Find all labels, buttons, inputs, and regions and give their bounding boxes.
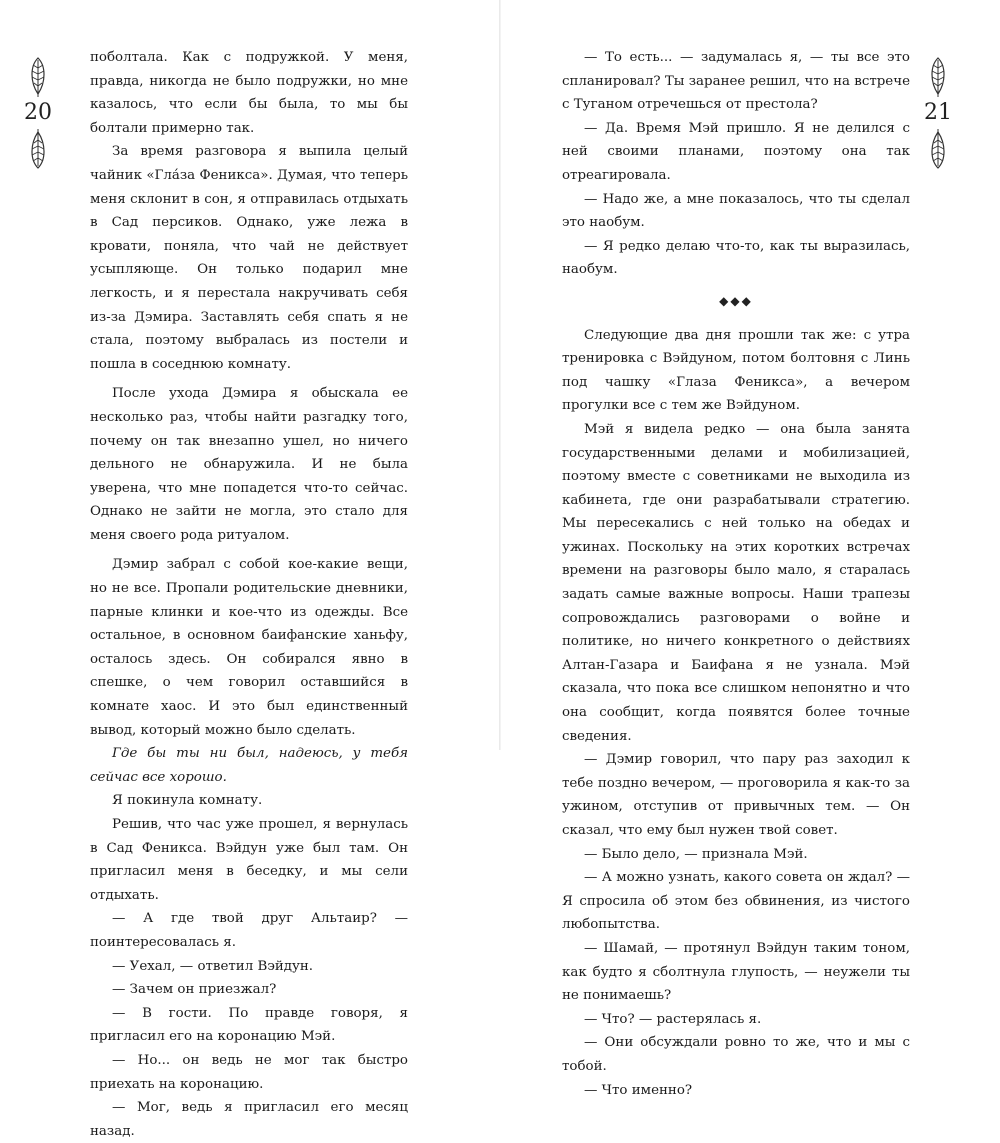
paragraph: поболтала. Как с подружкой. У меня, правда, никогда не было подружки, но мне казалось, что если бы была, то мы бы болтали примерно так.: [90, 50, 408, 136]
paragraph: Я покинула комнату.: [112, 793, 263, 809]
dialogue-line: — Было дело, — признала Мэй.: [584, 846, 808, 862]
dialogue-line: — Дэмир говорил, что пару раз заходил к тебе поздно вечером, — проговорила я как-то за ужином, отступив от привычных тем. — Он сказал, что ему был нужен твой совет.: [562, 752, 910, 838]
left-page-text: [90, 46, 408, 1143]
scene-break-ornament: ◆◆◆: [719, 293, 753, 308]
dialogue-line: — Зачем он приезжал?: [112, 982, 277, 998]
dialogue-line: — Что? — растерялась я.: [584, 1011, 762, 1027]
feather-icon: [26, 56, 50, 98]
paragraph: Дэмир забрал с собой кое-какие вещи, но не все. Пропали родительские дневники, парные клинки и кое-что из одежды. Все остальное, в основном баифанские ханьфу, осталось здесь. Он собирался явно в спешке, о чем говорил оставшийся в комнате хаос. И это был единственный вывод, который можно было сделать.: [90, 557, 408, 738]
dialogue-line: — Шамай, — протянул Вэйдун таким тоном, как будто я сболтнула глупость, — неужели ты не понимаешь?: [562, 940, 910, 1004]
italic-thought: Где бы ты ни был, надеюсь, у тебя сейчас все хорошо.: [90, 746, 408, 785]
dialogue-line: — Да. Время Мэй пришло. Я не делился с ней своими планами, поэтому она так отреагировала.: [562, 120, 910, 183]
dialogue-line: — Что именно?: [584, 1082, 693, 1098]
dialogue-line: — Я редко делаю что-то, как ты выразилась, наобум.: [562, 238, 910, 278]
paragraph: Решив, что час уже прошел, я вернулась в Сад Феникса. Вэйдун уже был там. Он пригласил меня в беседку, и мы сели отдыхать.: [90, 817, 408, 903]
dialogue-line: — А можно узнать, какого совета он ждал? — Я спросила об этом без обвинения, из чистого любопытства.: [562, 870, 910, 933]
paragraph: Следующие два дня прошли так же: с утра тренировка с Вэйдуном, потом болтовня с Линь под чашку «Глаза Феникса», а вечером прогулки все с тем же Вэйдуном.: [562, 327, 910, 414]
right-page: [500, 0, 1000, 1098]
page-number: 21: [924, 100, 952, 125]
feather-icon: [26, 128, 50, 170]
dialogue-line: — Надо же, а мне показалось, что ты сделал это наобум.: [562, 191, 910, 231]
right-page-text: [562, 46, 910, 1102]
paragraph: Мэй я видела редко — она была занята государственными делами и мобилизацией, поэтому вместе с советниками не выходила из кабинета, где они разрабатывали стратегию. Мы пересекались с ней только на обедах и ужинах. Поскольку на этих коротких встречах времени на разговоры было мало, я старалась задать самые важные вопросы. Наши трапезы сопровождались разговорами о войне и политике, но ничего конкретного о действиях Алтан-Газара и Баифана я не узнала. Мэй сказала, что пока все слишком непонятно и что она сообщит, когда появятся более точные сведения.: [562, 421, 910, 744]
right-folio: [918, 56, 958, 170]
dialogue-line: — Они обсуждали ровно то же, что и мы с тобой.: [562, 1035, 910, 1074]
left-folio: [18, 56, 58, 170]
page-number: 20: [24, 100, 52, 125]
dialogue-line: — А где твой друг Альтаир? — поинтересовалась я.: [90, 911, 408, 950]
left-page: [0, 0, 500, 1139]
dialogue-line: — Мог, ведь я пригласил его месяц назад.: [90, 1100, 408, 1139]
dialogue-line: — Но... он ведь не мог так быстро приехать на коронацию.: [90, 1052, 408, 1092]
dialogue-line: — То есть... — задумалась я, — ты все это спланировал? Ты заранее решил, что на встрече с Туганом отречешься от престола?: [562, 50, 910, 113]
feather-icon: [926, 128, 950, 170]
paragraph: За время разговора я выпила целый чайник «Гла́за Феникса». Думая, что теперь меня склонит в сон, я отправилась отдыхать в Сад персиков. Однако, уже лежа в кровати, поняла, что чай не действует усыпляюще. Он только подарил мне легкость, и я перестала накручивать себя из-за Дэмира. Заставлять себя спать я не стала, поэтому выбралась из постели и пошла в соседнюю комнату.: [90, 144, 408, 372]
dialogue-line: — Уехал, — ответил Вэйдун.: [112, 958, 314, 974]
feather-icon: [926, 56, 950, 98]
paragraph: После ухода Дэмира я обыскала ее несколько раз, чтобы найти разгадку того, почему он так внезапно ушел, но ничего дельного не обнаружила. И не была уверена, что мне попадется что-то сейчас. Однако не зайти не могла, это стало для меня своего рода ритуалом.: [90, 386, 408, 543]
dialogue-line: — В гости. По правде говоря, я пригласил его на коронацию Мэй.: [90, 1005, 408, 1045]
